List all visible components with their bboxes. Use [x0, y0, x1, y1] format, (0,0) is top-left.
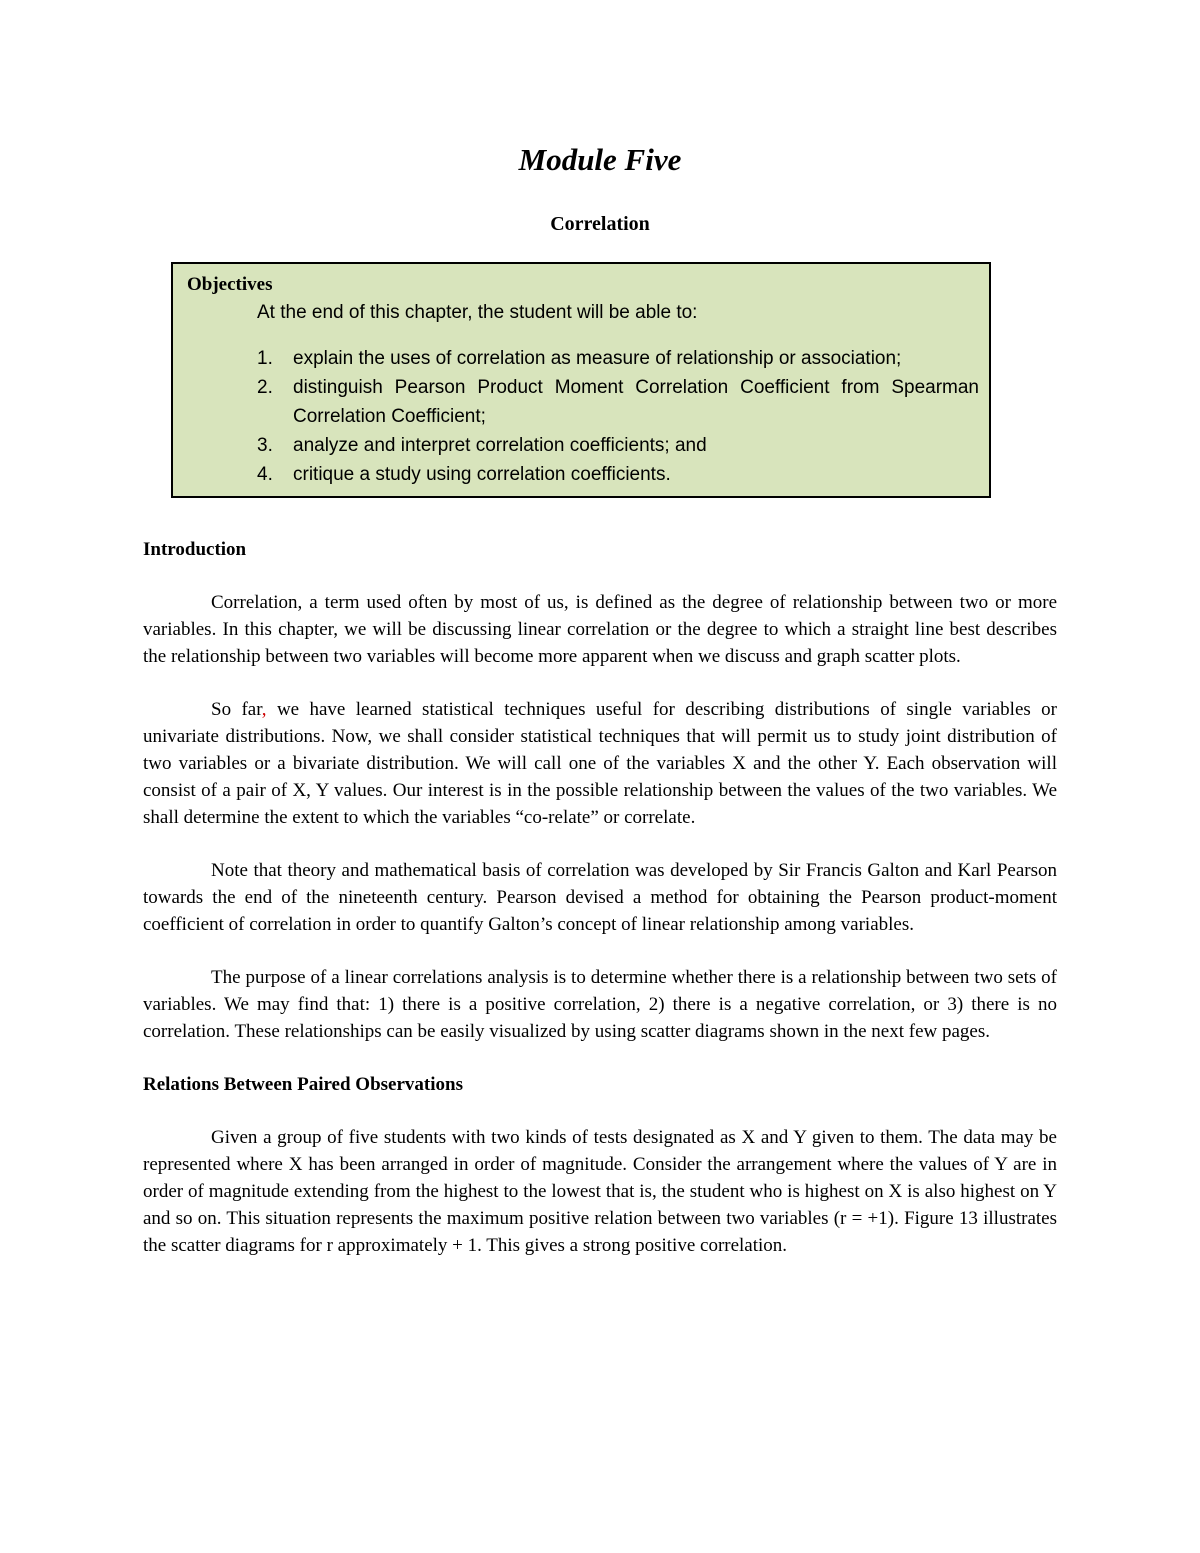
- objectives-intro: At the end of this chapter, the student will be able to:: [257, 302, 698, 323]
- objective-number: 3.: [257, 435, 273, 456]
- module-title: Module Five: [518, 142, 682, 177]
- objective-text: analyze and interpret correlation coefficients; and: [293, 435, 707, 456]
- relations-heading: Relations Between Paired Observations: [143, 1074, 463, 1095]
- chapter-title: Correlation: [550, 213, 650, 235]
- body-content: [143, 536, 1057, 1285]
- introduction-paragraph-1: Correlation, a term used often by most of us, is defined as the degree of relationship between two or more variables. In this chapter, we will be discussing linear correlation or the degree to which a straight line best describes the relationship between two variables will become more apparent when we discuss and graph scatter plots.: [143, 592, 1057, 667]
- objective-text: explain the uses of correlation as measure of relationship or association;: [293, 348, 902, 369]
- paragraph-2-start: So far: [211, 699, 262, 720]
- objective-number: 1.: [257, 348, 273, 369]
- relations-paragraph-1: Given a group of five students with two kinds of tests designated as X and Y given to them. The data may be represented where X has been arranged in order of magnitude. Consider the arrangement where the values of Y are in order of magnitude extending from the highest to the lowest that is, the student who is highest on X is also highest on Y and so on. This situation represents the maximum positive relation between two variables (r = +1). Figure 13 illustrates the scatter diagrams for r approximately + 1. This gives a strong positive correlation.: [143, 1127, 1057, 1256]
- objective-text: critique a study using correlation coefficients.: [293, 464, 671, 485]
- objectives-heading: Objectives: [187, 274, 273, 295]
- introduction-heading: Introduction: [143, 539, 247, 560]
- objective-item: [257, 460, 979, 489]
- introduction-paragraph-4: The purpose of a linear correlations analysis is to determine whether there is a relationship between two sets of variables. We may find that: 1) there is a positive correlation, 2) there is a negative correlation, or 3) there is no correlation. These relationships can be easily visualized by using scatter diagrams shown in the next few pages.: [143, 967, 1057, 1042]
- objectives-list: [257, 344, 979, 489]
- objective-item: [257, 431, 979, 460]
- objective-item: [257, 344, 979, 373]
- introduction-paragraph-2: [143, 696, 1057, 831]
- objective-item: [257, 373, 979, 431]
- objective-text: distinguish Pearson Product Moment Correlation Coefficient from Spearman Correlation Coefficient;: [293, 377, 979, 427]
- objectives-box: [171, 262, 991, 498]
- introduction-paragraph-3: Note that theory and mathematical basis of correlation was developed by Sir Francis Galton and Karl Pearson towards the end of the nineteenth century. Pearson devised a method for obtaining the Pearson product-moment coefficient of correlation in order to quantify Galton’s concept of linear relationship among variables.: [143, 860, 1057, 935]
- paragraph-2-rest: we have learned statistical techniques useful for describing distributions of single variables or univariate distributions. Now, we shall consider statistical techniques that will permit us to study joint distribution of two variables or a bivariate distribution. We will call one of the variables X and the other Y. Each observation will consist of a pair of X, Y values. Our interest is in the possible relationship between the values of the two variables. We shall determine the extent to which the variables “co-relate” or correlate.: [143, 699, 1057, 828]
- objective-number: 4.: [257, 464, 273, 485]
- objective-number: 2.: [257, 377, 273, 398]
- red-comma: ,: [261, 699, 267, 720]
